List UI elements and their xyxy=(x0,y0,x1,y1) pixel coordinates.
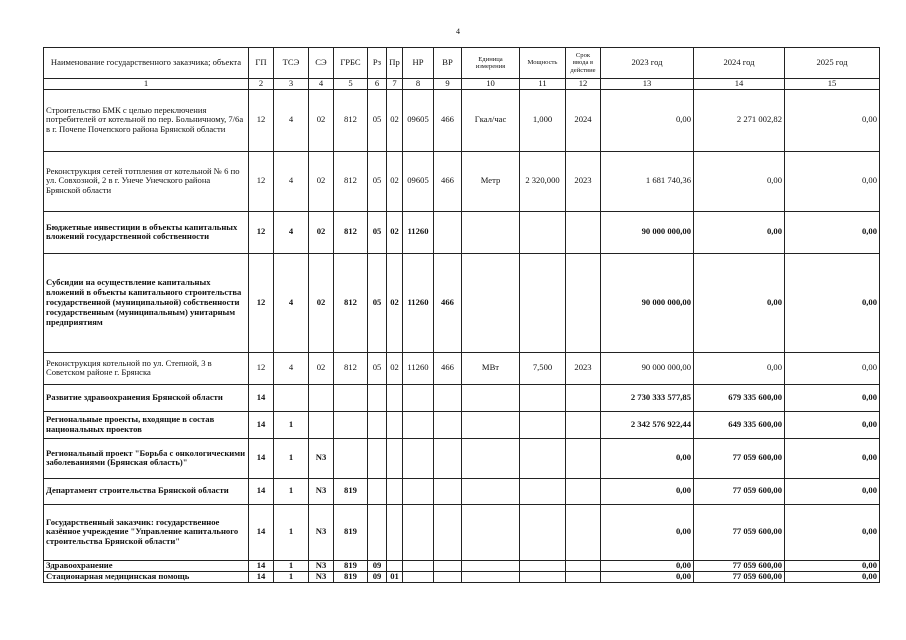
table-row xyxy=(44,352,880,384)
row-name: Региональные проекты, входящие в состав национальных проектов xyxy=(44,411,249,438)
cell-2023: 0,00 xyxy=(601,560,694,571)
table-row xyxy=(44,89,880,151)
cell-power xyxy=(520,571,566,582)
column-number-row xyxy=(44,79,880,90)
cell-tse: 1 xyxy=(274,571,309,582)
row-name: Государственный заказчик: государственное казённое учреждение "Управление капитального строительства Брянской области" xyxy=(44,504,249,560)
row-name: Реконструкция котельной по ул. Степной, 3 в Советском районе г. Брянска xyxy=(44,352,249,384)
cell-term: 2023 xyxy=(566,352,601,384)
column-number: 9 xyxy=(434,79,462,90)
cell-rz xyxy=(368,504,387,560)
cell-2023: 0,00 xyxy=(601,571,694,582)
cell-2024: 649 335 600,00 xyxy=(694,411,785,438)
cell-term xyxy=(566,571,601,582)
header-2024: 2024 год xyxy=(694,48,785,79)
cell-gp: 12 xyxy=(249,151,274,211)
cell-2025: 0,00 xyxy=(785,211,880,253)
header-2025: 2025 год xyxy=(785,48,880,79)
column-number: 14 xyxy=(694,79,785,90)
cell-tse: 1 xyxy=(274,478,309,504)
cell-tse: 4 xyxy=(274,89,309,151)
column-number: 10 xyxy=(462,79,520,90)
cell-2023: 90 000 000,00 xyxy=(601,211,694,253)
header-pr: Пр xyxy=(387,48,403,79)
cell-tse: 4 xyxy=(274,352,309,384)
page-number: 4 xyxy=(456,27,460,36)
cell-2023: 90 000 000,00 xyxy=(601,253,694,352)
cell-unit: Гкал/час xyxy=(462,89,520,151)
cell-tse: 1 xyxy=(274,411,309,438)
header-2023: 2023 год xyxy=(601,48,694,79)
table-row xyxy=(44,411,880,438)
cell-2024: 679 335 600,00 xyxy=(694,384,785,411)
cell-2023: 0,00 xyxy=(601,438,694,478)
cell-term: 2023 xyxy=(566,151,601,211)
cell-term xyxy=(566,253,601,352)
cell-2023: 90 000 000,00 xyxy=(601,352,694,384)
cell-2024: 0,00 xyxy=(694,151,785,211)
table-row xyxy=(44,478,880,504)
cell-pr: 02 xyxy=(387,89,403,151)
cell-nr: 09605 xyxy=(403,89,434,151)
cell-rz: 09 xyxy=(368,571,387,582)
table-row xyxy=(44,253,880,352)
cell-power xyxy=(520,438,566,478)
cell-gp: 14 xyxy=(249,411,274,438)
cell-2025: 0,00 xyxy=(785,504,880,560)
cell-gp: 12 xyxy=(249,211,274,253)
cell-unit xyxy=(462,560,520,571)
cell-2025: 0,00 xyxy=(785,384,880,411)
cell-power xyxy=(520,411,566,438)
cell-term xyxy=(566,384,601,411)
cell-vr: 466 xyxy=(434,151,462,211)
cell-2025: 0,00 xyxy=(785,253,880,352)
cell-2023: 2 730 333 577,85 xyxy=(601,384,694,411)
table-row xyxy=(44,504,880,560)
cell-nr xyxy=(403,571,434,582)
row-name: Развитие здравоохранения Брянской области xyxy=(44,384,249,411)
cell-2025: 0,00 xyxy=(785,89,880,151)
table-row xyxy=(44,384,880,411)
cell-2025: 0,00 xyxy=(785,560,880,571)
column-number: 11 xyxy=(520,79,566,90)
cell-term: 2024 xyxy=(566,89,601,151)
cell-nr xyxy=(403,478,434,504)
cell-power: 1,000 xyxy=(520,89,566,151)
cell-pr: 02 xyxy=(387,151,403,211)
cell-vr xyxy=(434,384,462,411)
cell-term xyxy=(566,411,601,438)
table-row xyxy=(44,211,880,253)
cell-pr xyxy=(387,411,403,438)
cell-2023: 2 342 576 922,44 xyxy=(601,411,694,438)
cell-power xyxy=(520,211,566,253)
header-se: СЭ xyxy=(309,48,334,79)
cell-tse: 1 xyxy=(274,560,309,571)
cell-grbs: 812 xyxy=(334,151,368,211)
cell-rz: 09 xyxy=(368,560,387,571)
table-header-row xyxy=(44,48,880,79)
table-row xyxy=(44,571,880,582)
header-unit: Единица измерения xyxy=(462,48,520,79)
cell-vr: 466 xyxy=(434,253,462,352)
cell-term xyxy=(566,438,601,478)
cell-unit xyxy=(462,438,520,478)
cell-term xyxy=(566,478,601,504)
column-number: 5 xyxy=(334,79,368,90)
cell-se: 02 xyxy=(309,89,334,151)
row-name: Бюджетные инвестиции в объекты капитальных вложений государственной собственности xyxy=(44,211,249,253)
cell-rz: 05 xyxy=(368,211,387,253)
column-number: 4 xyxy=(309,79,334,90)
cell-unit xyxy=(462,253,520,352)
cell-rz: 05 xyxy=(368,352,387,384)
cell-gp: 14 xyxy=(249,571,274,582)
cell-2024: 77 059 600,00 xyxy=(694,504,785,560)
cell-rz xyxy=(368,384,387,411)
cell-vr: 466 xyxy=(434,352,462,384)
cell-unit xyxy=(462,411,520,438)
row-name: Строительство БМК с целью переключения потребителей от котельной по пер. Больничному, 7/6а в г. Почепе Почепского района Брянской области xyxy=(44,89,249,151)
cell-2023: 0,00 xyxy=(601,478,694,504)
table-row xyxy=(44,438,880,478)
row-name: Субсидии на осуществление капитальных вложений в объекты капитального строительства государственной (муниципальной) собственности государственным (муниципальным) унитарным предприятиям xyxy=(44,253,249,352)
cell-grbs: 812 xyxy=(334,253,368,352)
cell-vr: 466 xyxy=(434,89,462,151)
cell-2025: 0,00 xyxy=(785,478,880,504)
cell-se xyxy=(309,411,334,438)
cell-gp: 12 xyxy=(249,253,274,352)
cell-tse: 1 xyxy=(274,504,309,560)
cell-pr xyxy=(387,478,403,504)
header-power: Мощность xyxy=(520,48,566,79)
cell-2024: 2 271 002,82 xyxy=(694,89,785,151)
cell-rz: 05 xyxy=(368,151,387,211)
cell-nr xyxy=(403,384,434,411)
budget-table xyxy=(43,47,880,583)
cell-unit xyxy=(462,504,520,560)
cell-2024: 77 059 600,00 xyxy=(694,571,785,582)
cell-se: N3 xyxy=(309,478,334,504)
cell-pr xyxy=(387,560,403,571)
cell-term xyxy=(566,560,601,571)
cell-grbs: 819 xyxy=(334,504,368,560)
cell-pr xyxy=(387,438,403,478)
cell-tse: 1 xyxy=(274,438,309,478)
cell-nr xyxy=(403,411,434,438)
cell-se: 02 xyxy=(309,253,334,352)
cell-grbs: 812 xyxy=(334,211,368,253)
cell-pr: 02 xyxy=(387,253,403,352)
column-number: 7 xyxy=(387,79,403,90)
cell-2024: 0,00 xyxy=(694,352,785,384)
header-tse: ТСЭ xyxy=(274,48,309,79)
cell-vr xyxy=(434,560,462,571)
header-gp: ГП xyxy=(249,48,274,79)
header-rz: Рз xyxy=(368,48,387,79)
cell-grbs: 812 xyxy=(334,352,368,384)
cell-2024: 0,00 xyxy=(694,253,785,352)
cell-se: N3 xyxy=(309,560,334,571)
cell-vr xyxy=(434,438,462,478)
cell-vr xyxy=(434,478,462,504)
header-name: Наименование государственного заказчика; объекта xyxy=(44,48,249,79)
cell-tse: 4 xyxy=(274,151,309,211)
cell-2025: 0,00 xyxy=(785,151,880,211)
cell-power xyxy=(520,384,566,411)
cell-se: N3 xyxy=(309,438,334,478)
cell-pr: 01 xyxy=(387,571,403,582)
header-nr: НР xyxy=(403,48,434,79)
cell-2023: 0,00 xyxy=(601,89,694,151)
cell-2025: 0,00 xyxy=(785,571,880,582)
cell-vr xyxy=(434,211,462,253)
cell-unit xyxy=(462,211,520,253)
column-number: 8 xyxy=(403,79,434,90)
cell-nr: 11260 xyxy=(403,211,434,253)
cell-grbs xyxy=(334,438,368,478)
cell-rz: 05 xyxy=(368,253,387,352)
cell-nr xyxy=(403,504,434,560)
cell-vr xyxy=(434,571,462,582)
column-number: 1 xyxy=(44,79,249,90)
cell-pr xyxy=(387,504,403,560)
cell-2024: 0,00 xyxy=(694,211,785,253)
header-vr: ВР xyxy=(434,48,462,79)
row-name: Реконструкция сетей тотпления от котельной № 6 по ул. Совхозной, 2 в г. Унече Унечского района Брянской области xyxy=(44,151,249,211)
cell-gp: 14 xyxy=(249,560,274,571)
cell-grbs xyxy=(334,411,368,438)
cell-grbs: 819 xyxy=(334,571,368,582)
column-number: 13 xyxy=(601,79,694,90)
cell-gp: 14 xyxy=(249,384,274,411)
cell-nr xyxy=(403,438,434,478)
cell-2024: 77 059 600,00 xyxy=(694,438,785,478)
cell-2025: 0,00 xyxy=(785,438,880,478)
cell-2024: 77 059 600,00 xyxy=(694,478,785,504)
cell-grbs: 812 xyxy=(334,89,368,151)
cell-power xyxy=(520,504,566,560)
column-number: 2 xyxy=(249,79,274,90)
cell-2024: 77 059 600,00 xyxy=(694,560,785,571)
cell-term xyxy=(566,211,601,253)
cell-2025: 0,00 xyxy=(785,352,880,384)
cell-rz xyxy=(368,438,387,478)
cell-nr: 09605 xyxy=(403,151,434,211)
cell-grbs: 819 xyxy=(334,478,368,504)
cell-gp: 14 xyxy=(249,504,274,560)
cell-se: N3 xyxy=(309,504,334,560)
cell-gp: 14 xyxy=(249,438,274,478)
column-number: 6 xyxy=(368,79,387,90)
cell-rz xyxy=(368,411,387,438)
cell-vr xyxy=(434,411,462,438)
cell-gp: 12 xyxy=(249,89,274,151)
cell-2025: 0,00 xyxy=(785,411,880,438)
cell-2023: 0,00 xyxy=(601,504,694,560)
cell-unit xyxy=(462,384,520,411)
cell-rz xyxy=(368,478,387,504)
cell-tse: 4 xyxy=(274,253,309,352)
cell-grbs: 819 xyxy=(334,560,368,571)
cell-se: 02 xyxy=(309,151,334,211)
row-name: Стационарная медицинская помощь xyxy=(44,571,249,582)
cell-nr: 11260 xyxy=(403,253,434,352)
table-row xyxy=(44,560,880,571)
cell-tse xyxy=(274,384,309,411)
cell-unit xyxy=(462,478,520,504)
cell-power xyxy=(520,253,566,352)
cell-power: 2 320,000 xyxy=(520,151,566,211)
cell-se xyxy=(309,384,334,411)
row-name: Департамент строительства Брянской области xyxy=(44,478,249,504)
cell-2023: 1 681 740,36 xyxy=(601,151,694,211)
cell-pr: 02 xyxy=(387,211,403,253)
header-term: Срок ввода в действие xyxy=(566,48,601,79)
cell-term xyxy=(566,504,601,560)
cell-unit: МВт xyxy=(462,352,520,384)
cell-power xyxy=(520,478,566,504)
header-grbs: ГРБС xyxy=(334,48,368,79)
cell-grbs xyxy=(334,384,368,411)
cell-gp: 12 xyxy=(249,352,274,384)
cell-se: 02 xyxy=(309,352,334,384)
cell-nr xyxy=(403,560,434,571)
cell-nr: 11260 xyxy=(403,352,434,384)
cell-pr: 02 xyxy=(387,352,403,384)
cell-rz: 05 xyxy=(368,89,387,151)
cell-se: 02 xyxy=(309,211,334,253)
cell-vr xyxy=(434,504,462,560)
cell-gp: 14 xyxy=(249,478,274,504)
table-row xyxy=(44,151,880,211)
row-name: Региональный проект "Борьба с онкологическими заболеваниями (Брянская область)" xyxy=(44,438,249,478)
cell-se: N3 xyxy=(309,571,334,582)
cell-unit xyxy=(462,571,520,582)
cell-pr xyxy=(387,384,403,411)
cell-power xyxy=(520,560,566,571)
cell-tse: 4 xyxy=(274,211,309,253)
column-number: 15 xyxy=(785,79,880,90)
column-number: 3 xyxy=(274,79,309,90)
row-name: Здравоохранение xyxy=(44,560,249,571)
cell-unit: Метр xyxy=(462,151,520,211)
cell-power: 7,500 xyxy=(520,352,566,384)
column-number: 12 xyxy=(566,79,601,90)
